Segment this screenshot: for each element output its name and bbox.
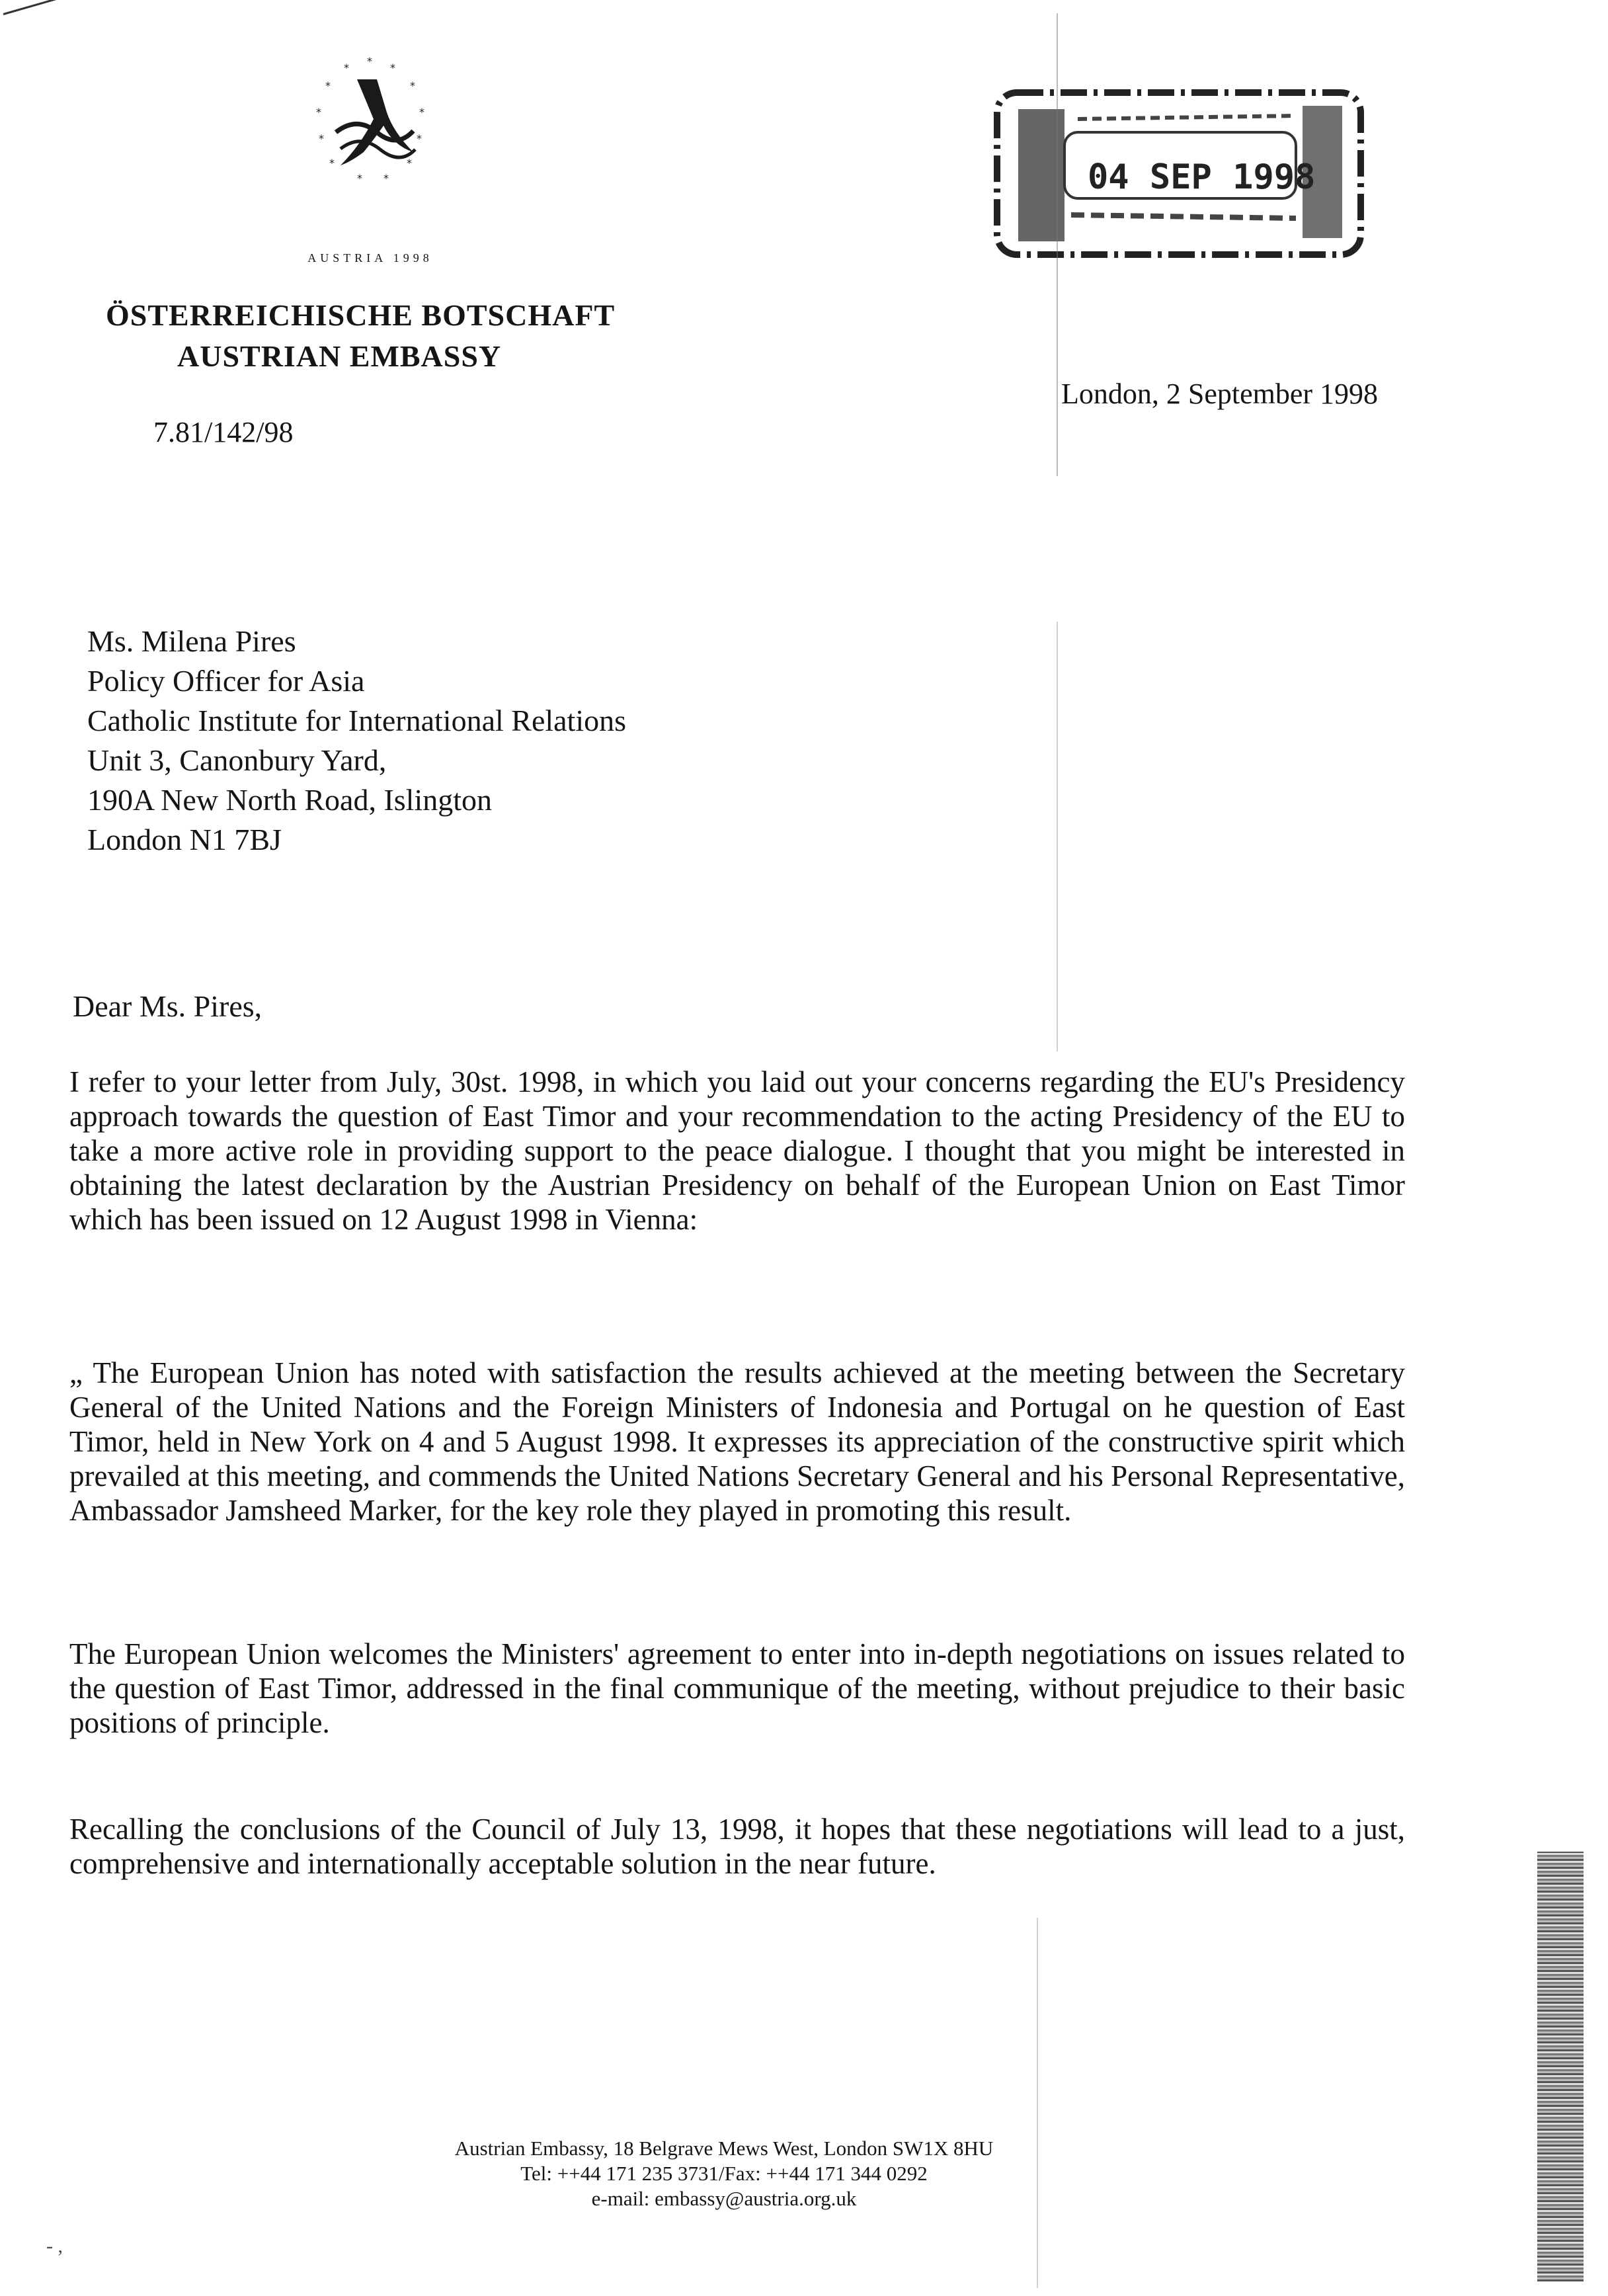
body-paragraph-intro: I refer to your letter from July, 30st. 1998, in which you laid out your concerns regarding the EU's Presidency approach towards the question of East Timor and your recommendation to the acting Presidency of the EU to take a more active role in providing support to the peace dialogue. I thought that you might be interested in obtaining the latest declaration by the Austrian Presidency on behalf of the European Union on East Timor which has been issued on 12 August 1998 in Vienna:	[69, 1065, 1405, 1236]
recipient-line: London N1 7BJ	[87, 823, 282, 856]
recipient-line: 190A New North Road, Islington	[87, 783, 493, 817]
recipient-line: Catholic Institute for International Relations	[87, 704, 627, 737]
svg-text:*: *	[344, 62, 349, 74]
scan-artifact-line	[3, 0, 99, 15]
eu-stars-logo-icon	[278, 53, 463, 271]
place-and-date: London, 2 September 1998	[1061, 378, 1379, 410]
footer-email: e-mail: embassy@austria.org.uk	[591, 2187, 857, 2210]
fold-line	[1037, 1918, 1038, 2288]
reference-number: 7.81/142/98	[153, 416, 294, 448]
salutation: Dear Ms. Pires,	[73, 989, 262, 1023]
stamp-date: 04 SEP 1998	[1088, 157, 1316, 197]
svg-text:*: *	[316, 106, 321, 118]
recipient-line: Unit 3, Canonbury Yard,	[87, 743, 387, 777]
svg-text:*: *	[367, 55, 372, 67]
margin-mark: - ,	[46, 2235, 63, 2257]
svg-text:*: *	[383, 172, 389, 184]
svg-text:*: *	[407, 157, 412, 169]
letter-footer	[370, 2136, 1078, 2211]
recipient-line: Ms. Milena Pires	[87, 624, 296, 658]
svg-text:*: *	[325, 79, 331, 92]
embassy-name-german: ÖSTERREICHISCHE BOTSCHAFT	[106, 298, 616, 332]
svg-text:*: *	[319, 132, 324, 145]
scan-edge-artifact	[1537, 1852, 1584, 2281]
received-date-stamp	[992, 79, 1369, 278]
recipient-address	[87, 622, 626, 860]
svg-text:*: *	[417, 132, 422, 145]
embassy-name-english: AUSTRIAN EMBASSY	[177, 339, 502, 373]
fold-line	[1057, 13, 1058, 476]
body-paragraph-negotiations: The European Union welcomes the Ministers' agreement to enter into in-depth negotiations on issues related to the question of East Timor, addressed in the final communique of the meeting, without prejudice to their basic positions of principle.	[69, 1637, 1405, 1739]
footer-phone-fax: Tel: ++44 171 235 3731/Fax: ++44 171 344 0292	[520, 2162, 928, 2185]
svg-text:*: *	[357, 172, 362, 184]
svg-text:*: *	[329, 157, 335, 169]
recipient-line: Policy Officer for Asia	[87, 664, 365, 698]
body-paragraph-conclusion: Recalling the conclusions of the Council of July 13, 1998, it hopes that these negotiations will lead to a just, comprehensive and internationally acceptable solution in the near future.	[69, 1813, 1405, 1880]
svg-text:*: *	[410, 79, 415, 92]
svg-text:*: *	[419, 106, 424, 118]
footer-address: Austrian Embassy, 18 Belgrave Mews West, London SW1X 8HU	[454, 2137, 994, 2160]
fold-line	[1057, 622, 1058, 1051]
austria-presidency-logo	[278, 53, 463, 271]
svg-text:*: *	[390, 62, 395, 74]
body-paragraph-declaration: „ The European Union has noted with satisfaction the results achieved at the meeting between the Secretary General of the United Nations and the Foreign Ministers of Indonesia and Portugal on he question of East Timor, held in New York on 4 and 5 August 1998. It expresses its appreciation of the constructive spirit which prevailed at this meeting, and commends the United Nations Secretary General and his Personal Representative, Ambassador Jamsheed Marker, for the key role they played in promoting this result.	[69, 1356, 1405, 1527]
logo-caption: AUSTRIA 1998	[307, 251, 433, 265]
